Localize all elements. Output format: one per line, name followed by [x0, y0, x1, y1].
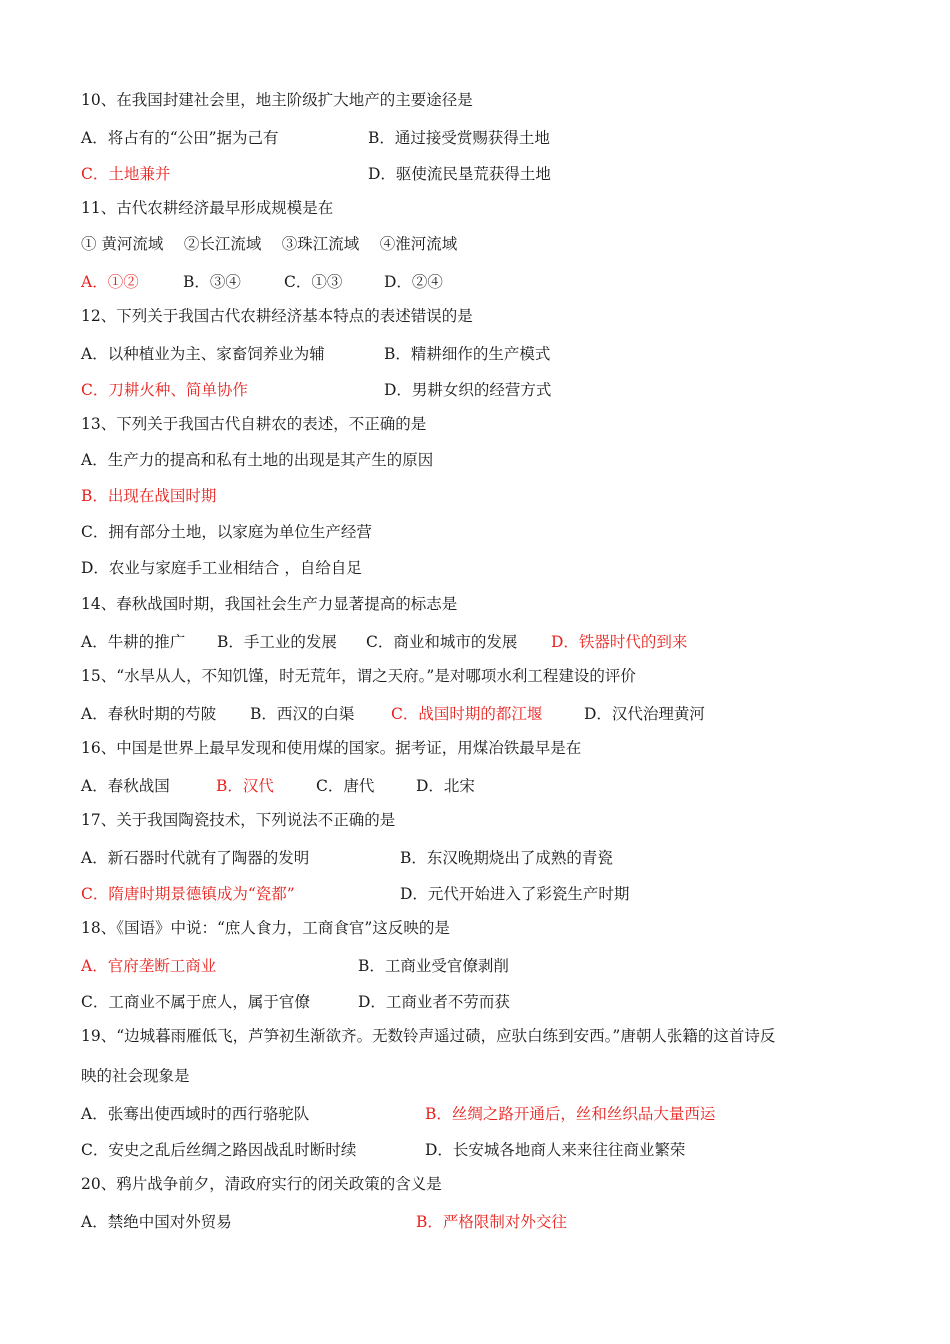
q16-option-d: D．北宋	[416, 777, 475, 795]
q15-option-a: A．春秋时期的芍陂	[81, 705, 217, 723]
question-19-stem-line2: 映的社会现象是	[81, 1067, 190, 1085]
q17-option-a: A．新石器时代就有了陶器的发明	[81, 849, 310, 867]
q19-option-d: D．长安城各地商人来来往往商业繁荣	[425, 1141, 686, 1159]
question-14-stem: 14、春秋战国时期，我国社会生产力显著提高的标志是	[81, 595, 458, 613]
q20-option-a: A．禁绝中国对外贸易	[81, 1213, 232, 1231]
q11-option-d: D．②④	[384, 273, 443, 291]
q13-option-b-answer: B．出现在战国时期	[81, 487, 217, 505]
question-16-stem: 16、中国是世界上最早发现和使用煤的国家。据考证，用煤冶铁最早是在	[81, 739, 582, 757]
q15-option-b: B．西汉的白渠	[250, 705, 355, 723]
q15-option-d: D．汉代治理黄河	[584, 705, 705, 723]
q11-items: ① 黄河流域 ②长江流域 ③珠江流域 ④淮河流域	[81, 235, 458, 253]
q10-option-d: D．驱使流民垦荒获得土地	[368, 165, 551, 183]
question-10-stem: 10、在我国封建社会里，地主阶级扩大地产的主要途径是	[81, 91, 473, 109]
q15-option-c-answer: C．战国时期的都江堰	[391, 705, 543, 723]
question-17-stem: 17、关于我国陶瓷技术，下列说法不正确的是	[81, 811, 396, 829]
q11-option-c: C．①③	[284, 273, 343, 291]
q12-option-b: B．精耕细作的生产模式	[384, 345, 551, 363]
q18-option-b: B．工商业受官僚剥削	[358, 957, 509, 975]
q16-option-b-answer: B．汉代	[216, 777, 274, 795]
q13-option-c: C．拥有部分土地，以家庭为单位生产经营	[81, 523, 372, 541]
q14-option-b: B．手工业的发展	[217, 633, 337, 651]
q19-option-a: A．张骞出使西域时的西行骆驼队	[81, 1105, 310, 1123]
q17-option-d: D．元代开始进入了彩瓷生产时期	[400, 885, 630, 903]
question-20-stem: 20、鸦片战争前夕，清政府实行的闭关政策的含义是	[81, 1175, 442, 1193]
question-12-stem: 12、下列关于我国古代农耕经济基本特点的表述错误的是	[81, 307, 473, 325]
q14-option-c: C．商业和城市的发展	[366, 633, 518, 651]
question-19-stem-line1: 19、“边城暮雨雁低飞，芦笋初生渐欲齐。无数铃声遥过碛，应驮白练到安西。”唐朝人张籍的这首诗反	[81, 1027, 776, 1045]
q10-option-c-answer: C．土地兼并	[81, 165, 171, 183]
q18-option-d: D．工商业者不劳而获	[358, 993, 510, 1011]
q11-option-a-answer: A．①②	[81, 273, 139, 291]
q19-option-c: C．安史之乱后丝绸之路因战乱时断时续	[81, 1141, 357, 1159]
q12-option-a: A．以种植业为主、家畜饲养业为辅	[81, 345, 325, 363]
question-11-stem: 11、古代农耕经济最早形成规模是在	[81, 199, 334, 217]
q10-option-a: A．将占有的“公田”据为己有	[81, 129, 279, 147]
q18-option-a-answer: A．官府垄断工商业	[81, 957, 217, 975]
q18-option-c: C．工商业不属于庶人，属于官僚	[81, 993, 310, 1011]
q14-option-a: A．牛耕的推广	[81, 633, 186, 651]
q17-option-b: B．东汉晚期烧出了成熟的青瓷	[400, 849, 613, 867]
q12-option-c-answer: C．刀耕火种、简单协作	[81, 381, 248, 399]
q14-option-d-answer: D．铁器时代的到来	[551, 633, 688, 651]
q13-option-a: A．生产力的提高和私有土地的出现是其产生的原因	[81, 451, 434, 469]
q16-option-a: A．春秋战国	[81, 777, 170, 795]
q16-option-c: C．唐代	[316, 777, 375, 795]
q17-option-c-answer: C．隋唐时期景德镇成为“瓷都”	[81, 885, 295, 903]
q20-option-b-answer: B．严格限制对外交往	[416, 1213, 567, 1231]
question-15-stem: 15、“水旱从人，不知饥馑，时无荒年，谓之天府。”是对哪项水利工程建设的评价	[81, 667, 636, 685]
q12-option-d: D．男耕女织的经营方式	[384, 381, 552, 399]
question-13-stem: 13、下列关于我国古代自耕农的表述，不正确的是	[81, 415, 427, 433]
q13-option-d: D．农业与家庭手工业相结合 ，自给自足	[81, 559, 362, 577]
q11-option-b: B．③④	[183, 273, 241, 291]
q19-option-b-answer: B．丝绸之路开通后，丝和丝织品大量西运	[425, 1105, 716, 1123]
question-18-stem: 18、《国语》中说：“庶人食力，工商食官”这反映的是	[81, 919, 450, 937]
q10-option-b: B．通过接受赏赐获得土地	[368, 129, 550, 147]
